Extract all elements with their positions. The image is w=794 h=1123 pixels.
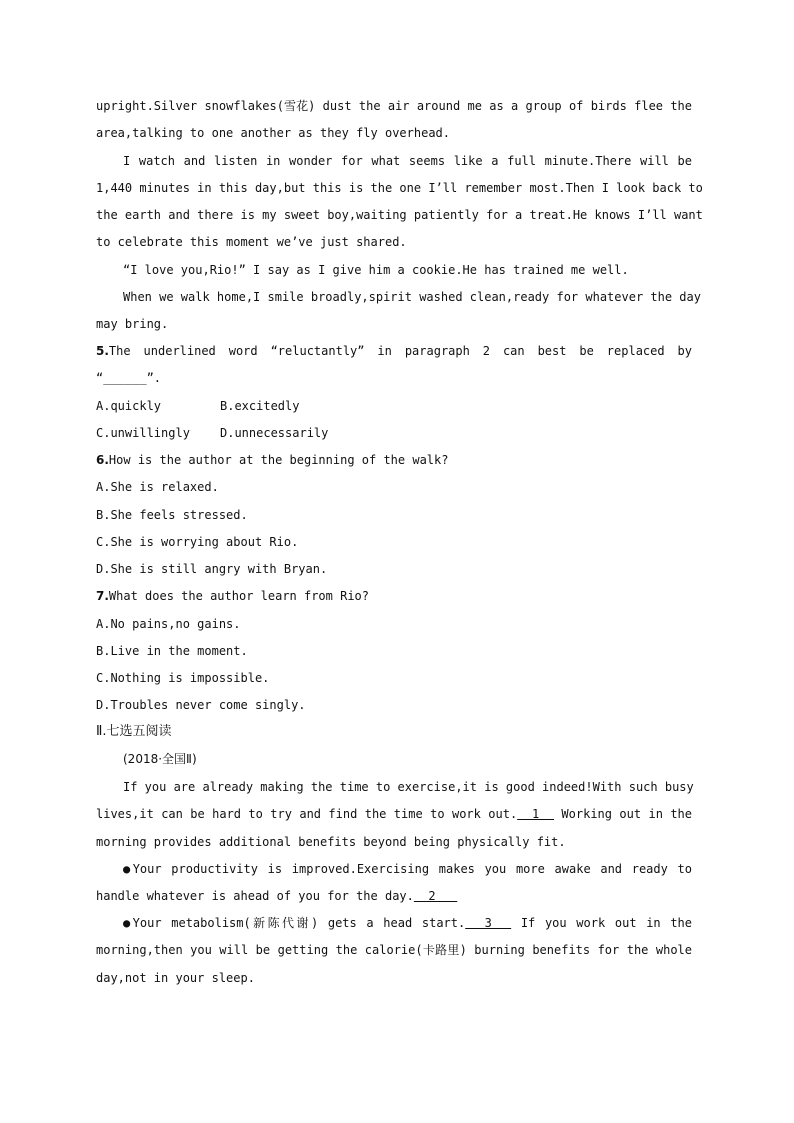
- question-text: The underlined word “reluctantly” in paragraph 2 can best be replaced by: [108, 344, 692, 358]
- option-d[interactable]: D.Troubles never come singly.: [96, 698, 306, 712]
- option-b[interactable]: B.She feels stressed.: [96, 508, 248, 522]
- passage-line: “I love you,Rio!” I say as I give him a cookie.He has trained me well.: [123, 263, 629, 277]
- question-number: 6.: [96, 453, 109, 467]
- question-6-stem: [96, 452, 448, 468]
- passage-line: 1,440 minutes in this day,but this is the one I’ll remember most.Then I look back to: [96, 181, 703, 195]
- option-b[interactable]: B.Live in the moment.: [96, 644, 248, 658]
- passage-line: When we walk home,I smile broadly,spirit washed clean,ready for whatever the day: [123, 290, 701, 304]
- passage-line: the earth and there is my sweet boy,waiting patiently for a treat.He knows I’ll want: [96, 208, 703, 222]
- passage-line: to celebrate this moment we’ve just shared.: [96, 235, 407, 249]
- question-7-stem: [96, 588, 369, 604]
- option-a[interactable]: A.No pains,no gains.: [96, 617, 241, 631]
- option-d[interactable]: D.unnecessarily: [220, 426, 329, 440]
- option-c[interactable]: C.unwillingly: [96, 426, 190, 440]
- option-c[interactable]: C.Nothing is impossible.: [96, 671, 270, 685]
- passage-line: may bring.: [96, 317, 169, 331]
- passage-line: I watch and listen in wonder for what seems like a full minute.There will be: [123, 154, 692, 168]
- question-number: 5.: [96, 344, 109, 358]
- passage-line: ●Your metabolism(新陈代谢) gets a head start. 3 If you work out in the: [123, 916, 693, 930]
- question-5-stem: [96, 343, 692, 359]
- blank-1[interactable]: 1: [517, 807, 555, 821]
- passage-line: If you are already making the time to exercise,it is good indeed!With such busy: [123, 780, 694, 794]
- blank-3[interactable]: 3: [465, 916, 512, 930]
- option-row: [96, 398, 161, 414]
- option-a[interactable]: A.She is relaxed.: [96, 480, 219, 494]
- option-c[interactable]: C.She is worrying about Rio.: [96, 535, 299, 549]
- passage-line: ●Your productivity is improved.Exercising makes you more awake and ready to: [123, 862, 692, 876]
- passage-line: day,not in your sleep.: [96, 971, 255, 985]
- question-number: 7.: [96, 589, 109, 603]
- question-text: How is the author at the beginning of the walk?: [108, 453, 449, 467]
- passage-line: lives,it can be hard to try and find the time to work out. 1 Working out in the: [96, 807, 692, 821]
- question-text: What does the author learn from Rio?: [108, 589, 370, 603]
- blank-2[interactable]: 2: [413, 889, 458, 903]
- passage-line: morning,then you will be getting the calorie(卡路里) burning benefits for the whole: [96, 943, 692, 957]
- option-d[interactable]: D.She is still angry with Bryan.: [96, 562, 328, 576]
- source-label: (2018·全国Ⅱ): [123, 752, 197, 766]
- question-5-blank: “______”.: [96, 371, 162, 385]
- section-heading: Ⅱ.七选五阅读: [96, 724, 172, 739]
- option-a[interactable]: A.quickly: [96, 399, 162, 413]
- option-b[interactable]: B.excitedly: [220, 399, 300, 413]
- passage-line: handle whatever is ahead of you for the day. 2: [96, 889, 458, 903]
- passage-line: upright.Silver snowflakes(雪花) dust the air around me as a group of birds flee the: [96, 99, 692, 113]
- passage-line: morning provides additional benefits beyond being physically fit.: [96, 835, 566, 849]
- passage-line: area,talking to one another as they fly overhead.: [96, 126, 451, 140]
